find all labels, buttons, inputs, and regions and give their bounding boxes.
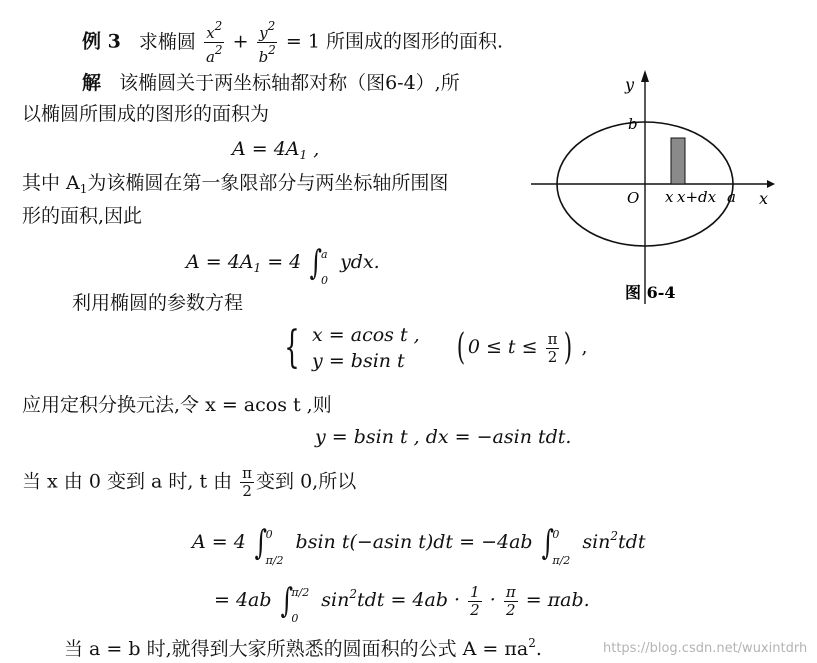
equation-area-step-1: A = 4 ∫ 0 π/2 bsin t(−asin t)dt = −4ab ∫ 0 π/2 $\sin^2tdt$	[192, 523, 646, 567]
solution-label: 解	[82, 72, 102, 94]
equation-area-step-2: = 4ab ∫ π/2 0 $\sin^2tdt = 4ab$ · $\frac{1}{2}$ · $\frac{\pi}{2}$ = πab.	[214, 581, 590, 625]
strip-right-label: x+dx	[677, 188, 717, 206]
fraction-x2-a2: $\frac{x^2}{a^2}$	[205, 19, 223, 66]
solution-line-4: 形的面积,因此	[22, 205, 143, 227]
solution-line-2: 以椭圆所围成的图形的面积为	[22, 103, 270, 125]
integral-sign: ∫	[309, 243, 323, 283]
figure-ellipse	[527, 68, 777, 308]
param-range: 0 ≤ t ≤	[467, 336, 538, 358]
param-x: x = acos t ,	[312, 324, 420, 346]
equation-substitution: y = bsin t , dx = −asin tdt.	[315, 426, 572, 448]
equation-A-4A1: $A = 4A_1$ ,	[232, 138, 320, 162]
example-prefix: 求椭圆	[138, 30, 196, 53]
b-label: b	[628, 115, 638, 133]
a-label: a	[727, 188, 736, 206]
solution-line-5: 利用椭圆的参数方程	[72, 292, 244, 314]
watermark: https://blog.csdn.net/wuxintdrh	[603, 641, 808, 656]
solution-line-3: 其中 $A_1$为该椭圆在第一象限部分与两坐标轴所围图	[22, 172, 449, 196]
solution-line-1: 解 该椭圆关于两坐标轴都对称（图6-4）,所	[82, 72, 460, 94]
fraction-y2-b2: $\frac{y^2}{b^2}$	[258, 19, 276, 66]
example-label: 例 3	[82, 30, 121, 53]
origin-label: O	[627, 189, 640, 207]
integration-strip	[671, 138, 685, 184]
left-brace: {	[284, 322, 300, 373]
figure-caption: 图 6-4	[625, 283, 676, 302]
y-axis-arrow	[641, 70, 649, 82]
x-axis-arrow	[767, 180, 775, 188]
y-axis-label: y	[625, 75, 635, 94]
parametric-system: { x = acos t , y = bsin t ( 0 ≤ t ≤ $\frac{\pi}{2}$ ) ,	[284, 322, 588, 373]
solution-line-8: 当 a = b 时,就得到大家所熟悉的圆面积的公式 $A = \pi a^2$.	[64, 636, 542, 660]
example-statement: 例 3 求椭圆 $\frac{x^2}{a^2}$ + $\frac{y^2}{b^2}$ = 1 所围成的图形的面积.	[82, 19, 504, 66]
example-suffix: 所围成的图形的面积.	[325, 30, 504, 53]
param-y: y = bsin t	[312, 350, 405, 372]
solution-line-6: 应用定积分换元法,令 x = acos t ,则	[22, 394, 332, 416]
solution-line-7: 当 x 由 0 变到 a 时, t 由 $\frac{\pi}{2}$ 变到 0,所以	[22, 464, 357, 500]
strip-left-label: x	[665, 188, 674, 206]
equation-integral-ydx: $A = 4A_1 = 4$ ∫ a 0 ydx.	[186, 243, 380, 287]
x-axis-label: x	[759, 189, 769, 208]
